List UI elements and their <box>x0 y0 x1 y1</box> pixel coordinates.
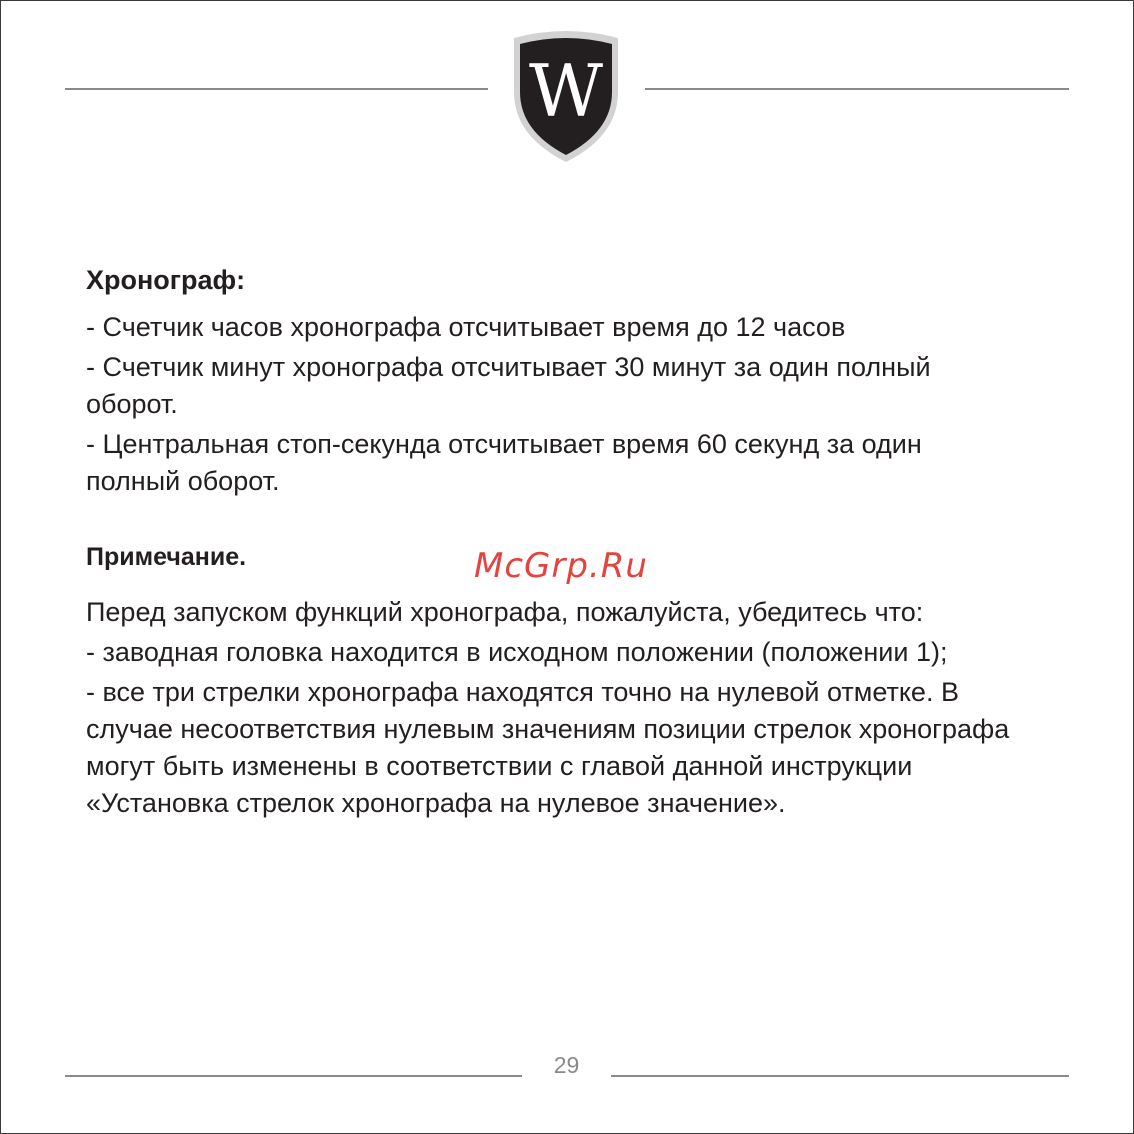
header-rule-right <box>645 88 1069 90</box>
footer-rule-right <box>611 1075 1069 1077</box>
note-item-hands: - все три стрелки хронографа находятся точно на нулевой отметке. В случае несоответствия нулевым значениям позиции стрелок хронографа могут быть изменены в соответствии с главой данной инструкции «Установка стрелок хронографа на нулевое значение». <box>86 677 1010 818</box>
brand-shield-logo <box>508 28 624 164</box>
watermark-text: McGrp.Ru <box>474 546 648 586</box>
note-intro: Перед запуском функций хронографа, пожалуйста, убедитесь что: <box>86 597 924 627</box>
note-item-crown: - заводная головка находится в исходном положении (положении 1); <box>86 637 948 667</box>
note-heading: Примечание. <box>86 543 247 571</box>
page-content <box>86 262 1046 825</box>
chronograph-item-seconds: - Центральная стоп-секунда отсчитывает время 60 секунд за один полный оборот. <box>86 429 922 496</box>
chronograph-item-hours: - Счетчик часов хронографа отсчитывает время до 12 часов <box>86 312 846 342</box>
logo-letter: W <box>528 49 604 133</box>
page-number: 29 <box>553 1052 580 1078</box>
header-rule-left <box>65 88 488 90</box>
chronograph-item-minutes: - Счетчик минут хронографа отсчитывает 30 минут за один полный оборот. <box>86 352 931 419</box>
chronograph-heading: Хронограф: <box>86 265 246 295</box>
footer-rule-left <box>65 1075 522 1077</box>
